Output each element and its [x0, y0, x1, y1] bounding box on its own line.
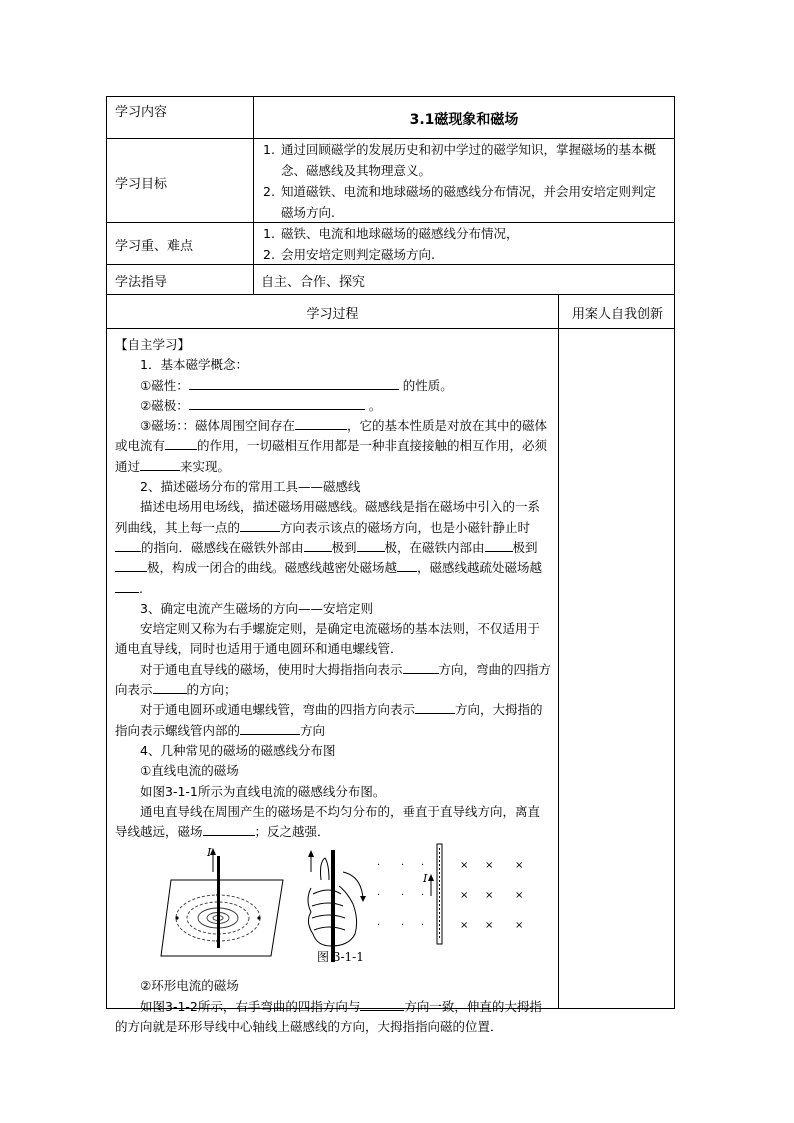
svg-text:·: ·: [377, 860, 381, 872]
board-field-lines: [161, 848, 283, 956]
row-key-points: [107, 223, 674, 265]
svg-text:×: ×: [460, 920, 469, 932]
content-label: 学习内容: [115, 105, 168, 120]
method-label: 学法指导: [115, 275, 168, 290]
row-method: [107, 265, 674, 295]
subheading: 3、确定电流产生磁场的方向——安培定则: [140, 600, 373, 616]
notes-label: 用案人自我创新: [571, 307, 663, 322]
svg-text:·: ·: [401, 890, 405, 902]
figure-caption: 图 3-1-1: [317, 950, 364, 965]
svg-text:·: ·: [421, 860, 425, 872]
paragraph: 描述电场用电场线，描述磁场用磁感线。磁感线是指在磁场中引入的一系列曲线，其上每一点的 方向表示该点的磁场方向，也是小磁针静止时的指向．磁感线在磁铁外部由 极到 极，在磁铁内部由 极到极，构成一闭合的曲线。磁感线越密处磁场越 ，磁感线越疏处磁场越.: [115, 499, 543, 596]
paragraph: 通电直导线在周围产生的磁场是不均匀分布的，垂直于直导线方向，离直导线越远，磁场 ；反之越强．: [115, 803, 541, 840]
svg-text:×: ×: [515, 920, 524, 932]
svg-text:·: ·: [401, 920, 405, 932]
key-point-item: 1. 磁铁、电流和地球磁场的磁感线分布情况，: [263, 226, 519, 241]
subheading: ②环形电流的磁场: [140, 978, 239, 994]
goals-label: 学习目标: [115, 177, 168, 192]
svg-text:·: ·: [421, 890, 425, 902]
right-hand-rule: [308, 850, 366, 962]
svg-text:×: ×: [515, 890, 524, 902]
row-process-header: [107, 295, 674, 329]
lesson-title: 3.1磁现象和磁场: [409, 112, 519, 128]
svg-text:×: ×: [485, 860, 494, 872]
row-content: [107, 97, 674, 139]
subheading: 2、描述磁场分布的常用工具——磁感线: [140, 479, 361, 495]
process-content: [115, 335, 552, 1037]
svg-text:×: ×: [485, 920, 494, 932]
study-worksheet-table: [106, 96, 675, 1035]
paragraph: 对于通电圆环或通电螺线管，弯曲的四指方向表示 方向，大拇指的指向表示螺线管内部的 方向: [115, 702, 543, 738]
dots-and-crosses-field: [377, 844, 523, 944]
svg-text:I: I: [207, 846, 212, 860]
subheading: 1．基本磁学概念：: [140, 357, 248, 373]
row-goals: [107, 139, 674, 223]
svg-text:·: ·: [401, 860, 405, 872]
method-value: 自主、合作、探究: [261, 275, 366, 290]
key-point-item: 2. 会用安培定则判定磁场方向.: [263, 247, 435, 262]
svg-text:·: ·: [377, 890, 381, 902]
goals-list: [257, 139, 668, 223]
goal-item: 2. 知道磁铁、电流和地球磁场的磁感线分布情况，并会用安培定则判定磁场方向.: [263, 184, 657, 220]
figure-3-1-1: [115, 842, 552, 976]
svg-text:×: ×: [460, 890, 469, 902]
paragraph: 安培定则又称为右手螺旋定则，是确定电流磁场的基本法则，不仅适用于通电直导线，同时也适用于通电圆环和通电螺线管．: [115, 621, 541, 657]
fill-line: ②磁极： 。: [140, 397, 382, 413]
paragraph: 对于通电直导线的磁场，使用时大拇指指向表示 方向，弯曲的四指方向表示 的方向；: [115, 661, 552, 698]
svg-text:×: ×: [460, 860, 469, 872]
paragraph: ③磁场：：磁体周围空间存在 ，它的基本性质是对放在其中的磁体或电流有 的作用，一切磁相互作用都是一种非直接接触的相互作用，必须通过 来实现。: [115, 418, 548, 474]
subheading: ①直线电流的磁场: [140, 763, 239, 779]
section-heading: 【自主学习】: [115, 337, 191, 352]
notes-column-divider: [558, 329, 559, 1008]
svg-text:×: ×: [515, 860, 524, 872]
paragraph: 如图3-1-2所示，右手弯曲的四指方向与 方向一致，伸直的大拇指的方向就是环形导线中心轴线上磁感线的方向，大拇指指向磁的位置．: [115, 998, 542, 1035]
paragraph: 如图3-1-1所示为直线电流的磁感线分布图。: [140, 783, 386, 799]
key-points-list: [257, 223, 668, 265]
svg-text:·: ·: [421, 920, 425, 932]
key-points-label: 学习重、难点: [115, 239, 194, 254]
svg-text:×: ×: [485, 890, 494, 902]
fill-line: ①磁性： 的性质。: [140, 377, 453, 393]
subheading: 4、几种常见的磁场的磁感线分布图: [140, 742, 336, 758]
svg-text:I: I: [423, 872, 428, 886]
process-label: 学习过程: [306, 307, 359, 322]
svg-text:·: ·: [377, 920, 381, 932]
goal-item: 1. 通过回顾磁学的发展历史和初中学过的磁学知识，掌握磁场的基本概念、磁感线及其物理意义。: [263, 142, 657, 178]
